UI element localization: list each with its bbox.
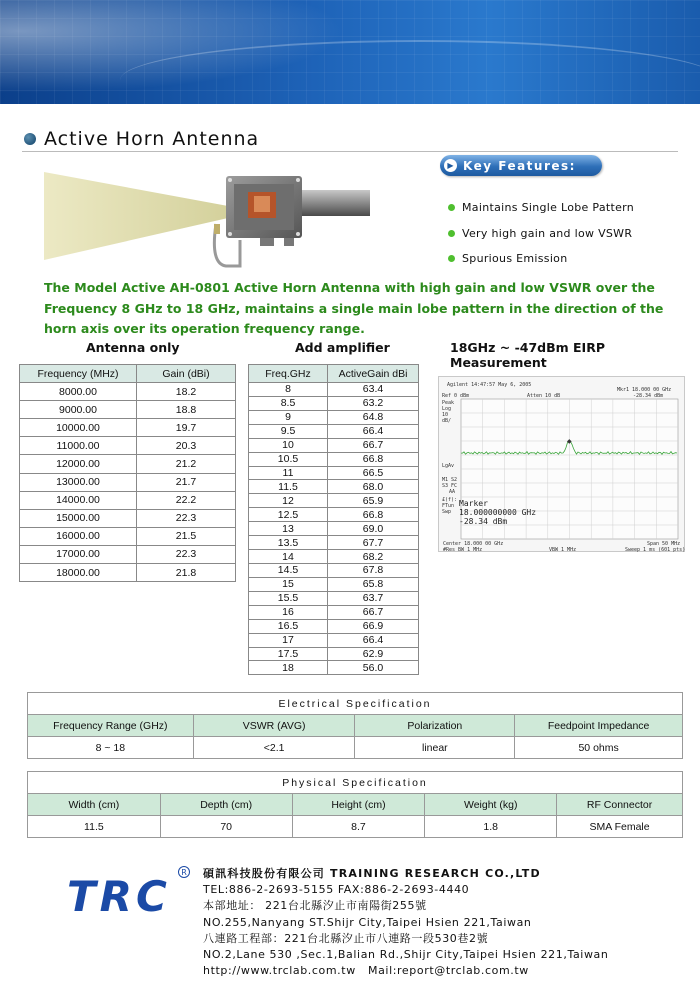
table-cell: 69.0	[328, 522, 419, 536]
amplifier-gain-table	[248, 364, 419, 675]
table-row	[249, 480, 419, 494]
table-cell: 8.7	[292, 816, 425, 838]
table-row	[249, 410, 419, 424]
column-header: Gain (dBi)	[137, 365, 236, 383]
column-header: Frequency (MHz)	[20, 365, 137, 383]
table-row	[249, 647, 419, 661]
table-cell: 14000.00	[20, 491, 137, 509]
table-cell: 18	[249, 661, 328, 675]
table-cell: 66.8	[328, 508, 419, 522]
table-cell: 66.9	[328, 619, 419, 633]
table-cell: 15	[249, 577, 328, 591]
column-header: VSWR (AVG)	[193, 715, 355, 737]
page-title: Active Horn Antenna	[44, 128, 260, 150]
key-features-label: Key Features:	[463, 158, 576, 173]
axis-label: M1 S2	[442, 477, 458, 483]
column-header: Feedpoint Impedance	[515, 715, 683, 737]
table-cell: 65.8	[328, 577, 419, 591]
table-row	[20, 473, 236, 491]
table-cell: 66.4	[328, 424, 419, 438]
table-cell: 13.5	[249, 536, 328, 550]
table-cell: 18.8	[137, 401, 236, 419]
list-item: Spurious Emission	[448, 246, 634, 272]
bullet-icon	[448, 204, 455, 211]
column-header: Frequency Range (GHz)	[28, 715, 194, 737]
table-cell: 68.2	[328, 550, 419, 564]
table-row	[249, 661, 419, 675]
title-divider	[22, 151, 678, 152]
product-description: The Model Active AH-0801 Active Horn Antenna with high gain and low VSWR over the Frequency 8 GHz to 18 GHz, maintains a single main lobe pattern in the direction of the horn axis over its operation frequency range.	[44, 280, 664, 336]
table-cell: 65.9	[328, 494, 419, 508]
plant-address-en: NO.2,Lane 530 ,Sec.1,Balian Rd.,Shijr City,Taipei Hsien 221,Taiwan	[203, 948, 609, 962]
table-cell: 10.5	[249, 452, 328, 466]
table-cell: 66.7	[328, 438, 419, 452]
sweep-label: Sweep 1 ms (601 pts)	[625, 547, 686, 553]
table-cell: 63.2	[328, 396, 419, 410]
axis-label: AA	[449, 489, 456, 495]
table-cell: 64.8	[328, 410, 419, 424]
physical-spec-table	[27, 771, 683, 838]
table-row	[20, 401, 236, 419]
hq-address-zh: 本部地址： 221台北縣汐止市南陽街255號	[203, 899, 427, 913]
table-cell: 17000.00	[20, 545, 137, 563]
plant-address-zh: 八連路工程部：221台北縣汐止市八連路一段530巷2號	[203, 931, 489, 945]
table-cell: 18.2	[137, 383, 236, 401]
table-cell: 9000.00	[20, 401, 137, 419]
table-row	[20, 437, 236, 455]
table-cell: 63.4	[328, 383, 419, 397]
table-row	[249, 424, 419, 438]
chevron-right-icon: ▶	[444, 159, 457, 172]
table-cell: 9	[249, 410, 328, 424]
table-cell: 22.3	[137, 545, 236, 563]
table-row	[20, 509, 236, 527]
attenuation-label: Atten 10 dB	[527, 393, 561, 399]
axis-label: dB/	[442, 418, 452, 424]
table-cell: 56.0	[328, 661, 419, 675]
table-row	[20, 527, 236, 545]
table-cell: 14.5	[249, 563, 328, 577]
span-label: Span 50 MHz	[647, 541, 681, 547]
marker-frequency: 18.000000000 GHz	[459, 508, 537, 517]
table-cell: 9.5	[249, 424, 328, 438]
antenna-gain-table	[19, 364, 236, 582]
table-cell: 16	[249, 605, 328, 619]
table-row	[249, 522, 419, 536]
company-logo: TRC	[67, 872, 171, 921]
table-cell: 11	[249, 466, 328, 480]
table-cell: 8000.00	[20, 383, 137, 401]
table-cell: 10	[249, 438, 328, 452]
email-link[interactable]: Mail:report@trclab.com.tw	[368, 964, 529, 978]
table-cell: 13000.00	[20, 473, 137, 491]
table-row	[20, 419, 236, 437]
table-cell: 20.3	[137, 437, 236, 455]
spectrum-analyzer-screenshot	[438, 376, 685, 552]
axis-label: LgAv	[442, 463, 455, 469]
physical-spec-caption: Physical Specification	[28, 772, 683, 794]
column-header: Depth (cm)	[160, 794, 292, 816]
table-row	[20, 383, 236, 401]
feature-list	[448, 195, 634, 272]
table-cell: 12	[249, 494, 328, 508]
registered-mark-icon: R	[178, 866, 190, 878]
antenna-only-heading: Antenna only	[86, 340, 180, 355]
marker-readout-level: -28.34 dBm	[633, 393, 664, 399]
column-header: Width (cm)	[28, 794, 161, 816]
column-header: Weight (kg)	[425, 794, 557, 816]
add-amplifier-heading: Add amplifier	[295, 340, 390, 355]
table-cell: 13	[249, 522, 328, 536]
table-cell: 68.0	[328, 480, 419, 494]
company-name: 碩訊科技股份有限公司 TRAINING RESEARCH CO.,LTD	[203, 867, 541, 880]
res-bw-label: #Res BW 1 MHz	[443, 547, 483, 553]
table-row	[249, 591, 419, 605]
axis-label: FTun	[442, 503, 455, 509]
table-row	[249, 633, 419, 647]
column-header: Polarization	[355, 715, 515, 737]
axis-label: £(f):	[442, 497, 458, 503]
table-cell: 15.5	[249, 591, 328, 605]
table-row	[249, 619, 419, 633]
header-banner	[0, 0, 700, 104]
svg-text:◆: ◆	[567, 438, 572, 445]
table-row	[249, 508, 419, 522]
bullet-icon	[24, 133, 36, 145]
contact-block	[203, 866, 608, 979]
table-cell: 15000.00	[20, 509, 137, 527]
column-header: Height (cm)	[292, 794, 425, 816]
ref-level-label: Ref 0 dBm	[442, 393, 470, 399]
table-cell: 50 ohms	[515, 737, 683, 759]
table-cell: 67.8	[328, 563, 419, 577]
axis-label: 10	[442, 412, 449, 418]
marker-label: Marker	[459, 499, 488, 508]
table-row	[249, 536, 419, 550]
table-row	[20, 545, 236, 563]
table-cell: 21.8	[137, 564, 236, 582]
web-mail-row	[203, 963, 608, 979]
bullet-icon	[448, 230, 455, 237]
horn-antenna-illustration	[40, 168, 370, 278]
table-cell: 22.3	[137, 509, 236, 527]
table-cell: 16000.00	[20, 527, 137, 545]
table-cell: 66.4	[328, 633, 419, 647]
center-frequency: Center 18.000 00 GHz	[443, 541, 504, 547]
table-row	[20, 491, 236, 509]
table-cell: 8 ~ 18	[28, 737, 194, 759]
table-cell: 12000.00	[20, 455, 137, 473]
list-item: Very high gain and low VSWR	[448, 221, 634, 247]
table-cell: 11000.00	[20, 437, 137, 455]
axis-label: Log	[442, 406, 452, 412]
table-row	[249, 466, 419, 480]
table-cell: 21.2	[137, 455, 236, 473]
marker-box	[459, 499, 536, 526]
table-row	[20, 564, 236, 582]
table-cell: 66.7	[328, 605, 419, 619]
table-row	[20, 455, 236, 473]
table-cell: 12.5	[249, 508, 328, 522]
axis-label: S3 FC	[442, 483, 458, 489]
table-cell: 16.5	[249, 619, 328, 633]
table-cell: 66.5	[328, 466, 419, 480]
table-cell: 1.8	[425, 816, 557, 838]
table-cell: 8.5	[249, 396, 328, 410]
table-cell: 62.9	[328, 647, 419, 661]
table-cell: 63.7	[328, 591, 419, 605]
table-cell: 17.5	[249, 647, 328, 661]
marker-level: -28.34 dBm	[459, 517, 508, 526]
table-cell: 67.7	[328, 536, 419, 550]
table-row	[249, 577, 419, 591]
table-cell: 10000.00	[20, 419, 137, 437]
table-row	[249, 563, 419, 577]
table-cell: 11.5	[28, 816, 161, 838]
spectrum-plot	[439, 377, 686, 553]
phone-fax: TEL:886-2-2693-5155 FAX:886-2-2693-4440	[203, 883, 470, 897]
table-cell: 22.2	[137, 491, 236, 509]
axis-label: Swp	[442, 509, 452, 515]
table-cell: <2.1	[193, 737, 355, 759]
analyzer-header: Agilent 14:47:57 May 6, 2005	[447, 382, 532, 388]
column-header: RF Connector	[557, 794, 683, 816]
table-cell: 66.8	[328, 452, 419, 466]
column-header: Freq.GHz	[249, 365, 328, 383]
vbw-label: VBW 1 MHz	[549, 547, 577, 553]
table-cell: 14	[249, 550, 328, 564]
table-row	[249, 438, 419, 452]
electrical-spec-table	[27, 692, 683, 759]
list-item: Maintains Single Lobe Pattern	[448, 195, 634, 221]
electrical-spec-caption: Electrical Specification	[28, 693, 683, 715]
table-row	[249, 550, 419, 564]
marker-readout-top: Mkr1 18.000 00 GHz	[617, 387, 672, 393]
title-row	[24, 128, 259, 150]
table-row	[249, 383, 419, 397]
table-cell: 19.7	[137, 419, 236, 437]
table-cell: 18000.00	[20, 564, 137, 582]
table-row	[249, 494, 419, 508]
table-cell: linear	[355, 737, 515, 759]
table-cell: 21.7	[137, 473, 236, 491]
table-cell: 8	[249, 383, 328, 397]
table-cell: 21.5	[137, 527, 236, 545]
website-link[interactable]: http://www.trclab.com.tw	[203, 964, 356, 978]
table-row	[249, 396, 419, 410]
table-cell: 70	[160, 816, 292, 838]
hq-address-en: NO.255,Nanyang ST.Shijr City,Taipei Hsien 221,Taiwan	[203, 915, 532, 929]
table-cell: 11.5	[249, 480, 328, 494]
table-cell: 17	[249, 633, 328, 647]
measurement-heading: 18GHz ~ -47dBm EIRP Measurement	[450, 340, 605, 370]
column-header: ActiveGain dBi	[328, 365, 419, 383]
key-features-badge	[440, 155, 602, 176]
bullet-icon	[448, 255, 455, 262]
table-row	[249, 452, 419, 466]
axis-label: Peak	[442, 400, 455, 406]
table-cell: SMA Female	[557, 816, 683, 838]
table-row	[249, 605, 419, 619]
